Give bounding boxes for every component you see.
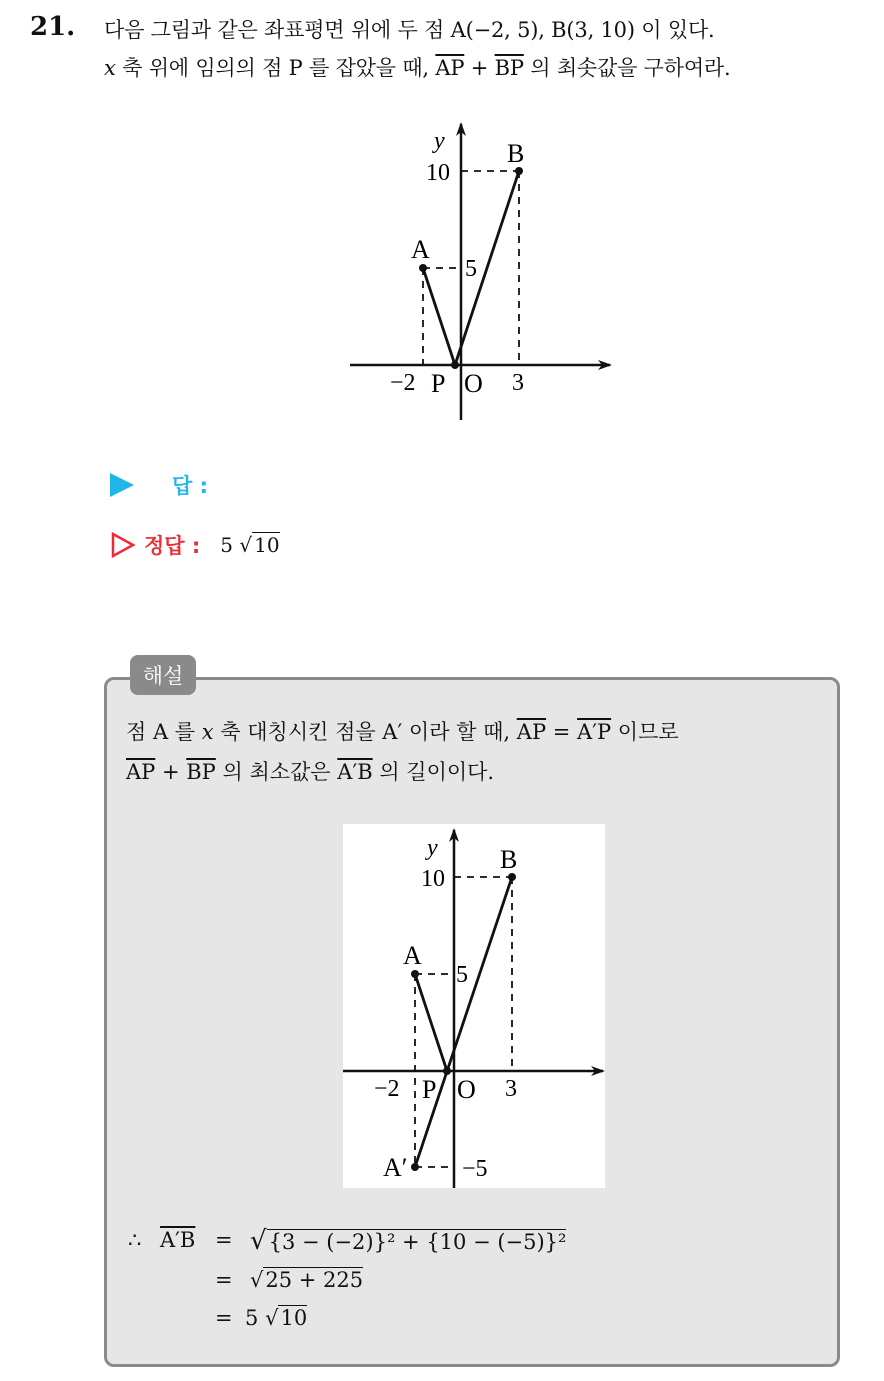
label-p: P [422, 1075, 437, 1104]
label-minus-5: −5 [462, 1156, 488, 1182]
label-b: B [500, 845, 518, 874]
label-a-prime: A′ [383, 1153, 408, 1182]
correct-answer-label: 정답 : [144, 534, 201, 558]
label-10: 10 [426, 160, 450, 186]
answer-label: 답 : [172, 474, 208, 498]
solution-line-1: 점 A 를 x 축 대칭시킨 점을 A′ 이라 할 때, $\overline{AP} = A'P$ 이므로 [126, 720, 679, 744]
calc-eq-3: = [215, 1306, 233, 1330]
coordinate-figure-1 [340, 110, 630, 430]
question-line-2-pre: 축 위에 임의의 점 P 를 잡았을 때, [115, 56, 436, 80]
question-number: 21. [30, 12, 76, 42]
calc-therefore: ∴ [128, 1228, 142, 1252]
question-line-2 [104, 52, 731, 82]
correct-answer-value: 5 √ 10 [220, 533, 280, 557]
label-3: 3 [512, 370, 524, 396]
point-p [451, 361, 459, 369]
label-minus-2: −2 [374, 1076, 400, 1102]
calc-lhs: A′B [160, 1228, 196, 1252]
label-b: B [507, 139, 525, 168]
label-5: 5 [456, 962, 468, 988]
var-x: x [104, 56, 116, 80]
label-10: 10 [421, 866, 445, 892]
label-3: 3 [505, 1076, 517, 1102]
label-p: P [431, 369, 446, 398]
calc-eq-2: = [215, 1268, 233, 1292]
coordinate-figure-2 [343, 824, 605, 1188]
point-a [411, 970, 419, 978]
label-o: O [464, 369, 483, 398]
calc-step-2: √25 + 225 [250, 1268, 364, 1292]
label-a: A [411, 235, 430, 264]
point-a-prime [411, 1163, 419, 1171]
label-minus-2: −2 [390, 370, 416, 396]
calc-step-1: √{3 − (−2)}² + {10 − (−5)}² [250, 1226, 567, 1256]
outline-triangle-icon [110, 532, 136, 558]
question-line-2-post: 의 최솟값을 구하여라. [523, 56, 731, 80]
answer-row [110, 470, 208, 500]
label-y: y [434, 128, 445, 154]
calc-step-3: 5 √10 [245, 1306, 308, 1330]
solution-line-2: $\overline{AP} + \overline{BP}$ 의 최소값은 A′B 의 길이이다. [126, 760, 495, 784]
label-5: 5 [465, 256, 477, 282]
label-o: O [457, 1075, 476, 1104]
label-y: y [427, 835, 438, 861]
point-a [419, 264, 427, 272]
correct-answer-row [110, 530, 280, 560]
figure-2-background [343, 824, 605, 1188]
point-b [515, 167, 523, 175]
plus-sign: + [464, 56, 495, 80]
solution-tag: 해설 [130, 655, 196, 695]
point-p [443, 1067, 451, 1075]
segment-ap: $\overline{AP}$ [435, 56, 465, 80]
point-b [508, 873, 516, 881]
question-line-1: 다음 그림과 같은 좌표평면 위에 두 점 A(−2, 5), B(3, 10) 이 있다. [104, 18, 715, 42]
segment-bp: $\overline{BP}$ [494, 56, 524, 80]
label-a: A [403, 941, 422, 970]
segment-ap-line [423, 268, 455, 365]
filled-triangle-icon [110, 473, 134, 497]
calc-eq-1: = [215, 1228, 233, 1252]
